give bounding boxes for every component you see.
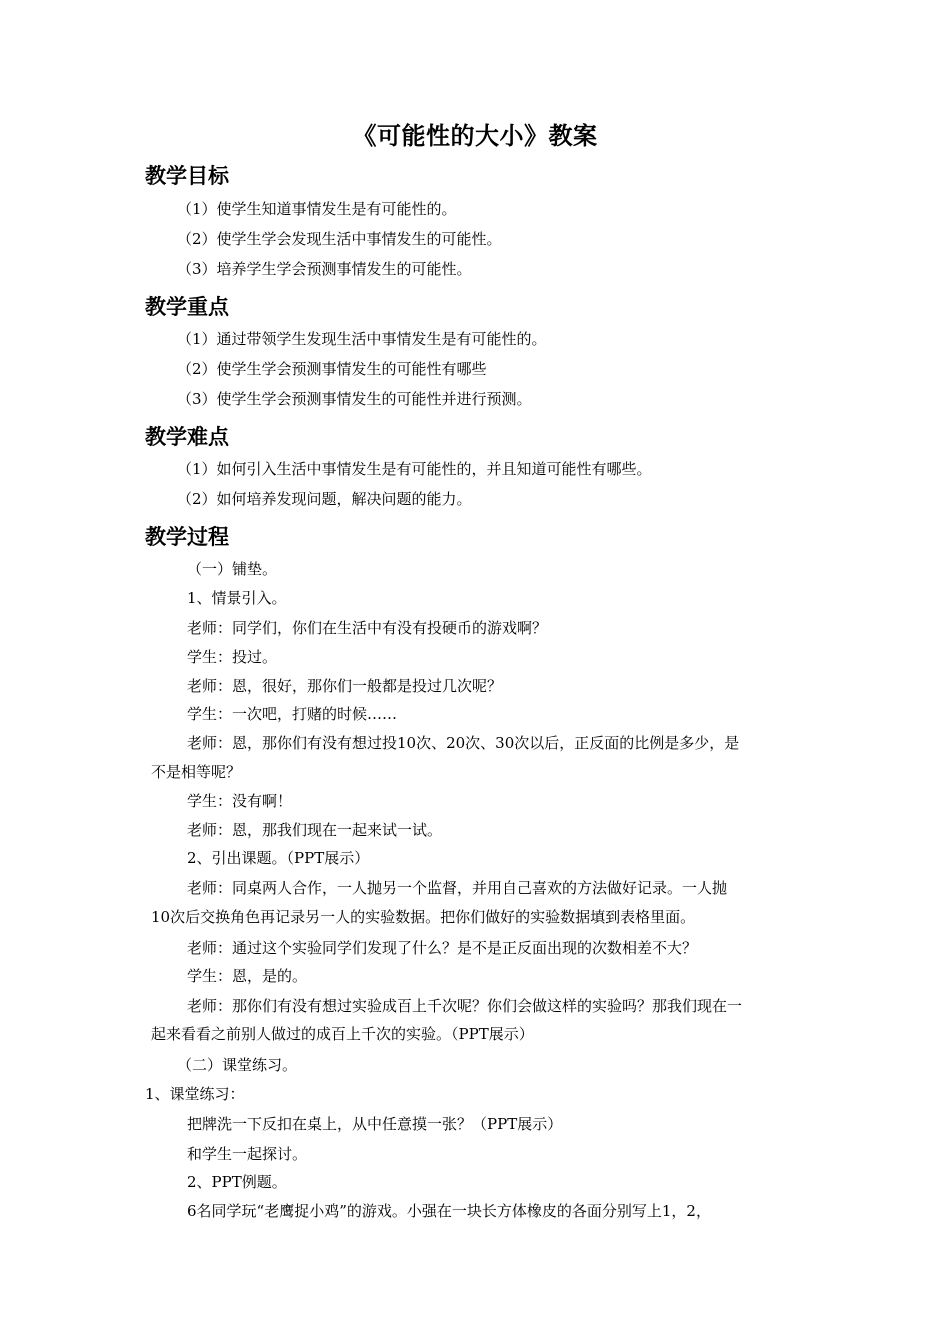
process-line: （一）铺垫。 xyxy=(187,560,278,578)
process-line: 10次后交换角色再记录另一人的实验数据。把你们做好的实验数据填到表格里面。 xyxy=(151,908,696,926)
process-line: 1、课堂练习： xyxy=(145,1085,245,1103)
process-line: 起来看看之前别人做过的成百上千次的实验。（PPT展示） xyxy=(151,1025,534,1043)
process-line: 学生：投过。 xyxy=(187,648,278,666)
process-line: 1、情景引入。 xyxy=(187,589,287,607)
objective-3: （3）培养学生学会预测事情发生的可能性。 xyxy=(177,260,472,278)
heading-objectives: 教学目标 xyxy=(145,163,229,188)
process-line: 学生：没有啊！ xyxy=(187,792,293,810)
process-line: 和学生一起探讨。 xyxy=(187,1145,308,1163)
key-point-1: （1）通过带领学生发现生活中事情发生是有可能性的。 xyxy=(177,330,547,348)
objective-2: （2）使学生学会发现生活中事情发生的可能性。 xyxy=(177,230,502,248)
key-point-3: （3）使学生学会预测事情发生的可能性并进行预测。 xyxy=(177,390,532,408)
process-line: 老师：那你们有没有想过实验成百上千次呢？你们会做这样的实验吗？那我们现在一 xyxy=(187,997,743,1015)
process-line: 老师：恩，那你们有没有想过投10次、20次、30次以后，正反面的比例是多少，是 xyxy=(187,734,740,752)
key-point-2: （2）使学生学会预测事情发生的可能性有哪些 xyxy=(177,360,487,378)
heading-key-points: 教学重点 xyxy=(145,294,229,319)
process-line: 老师：同桌两人合作，一人抛另一个监督，并用自己喜欢的方法做好记录。一人抛 xyxy=(187,879,728,897)
process-line: （二）课堂练习。 xyxy=(177,1056,298,1074)
difficulty-2: （2）如何培养发现问题，解决问题的能力。 xyxy=(177,490,472,508)
process-line: 老师：通过这个实验同学们发现了什么？是不是正反面出现的次数相差不大？ xyxy=(187,939,698,957)
process-line: 老师：同学们，你们在生活中有没有投硬币的游戏啊？ xyxy=(187,619,548,637)
process-line: 老师：恩，那我们现在一起来试一试。 xyxy=(187,821,443,839)
process-line: 老师：恩，很好，那你们一般都是投过几次呢？ xyxy=(187,677,503,695)
document-title: 《可能性的大小》教案 xyxy=(352,121,598,150)
process-line: 把牌洗一下反扣在桌上，从中任意摸一张？（PPT展示） xyxy=(187,1115,563,1133)
process-line: 6名同学玩“老鹰捉小鸡”的游戏。小强在一块长方体橡皮的各面分别写上1，2， xyxy=(187,1202,711,1220)
objective-1: （1）使学生知道事情发生是有可能性的。 xyxy=(177,200,457,218)
process-line: 2、PPT例题。 xyxy=(187,1173,287,1191)
heading-difficulties: 教学难点 xyxy=(145,424,229,449)
process-line: 学生：一次吧，打赌的时候…… xyxy=(187,705,398,723)
process-line: 学生：恩，是的。 xyxy=(187,967,308,985)
heading-process: 教学过程 xyxy=(145,524,229,549)
process-line: 2、引出课题。（PPT展示） xyxy=(187,849,370,867)
difficulty-1: （1）如何引入生活中事情发生是有可能性的，并且知道可能性有哪些。 xyxy=(177,460,652,478)
process-line: 不是相等呢？ xyxy=(151,763,242,781)
